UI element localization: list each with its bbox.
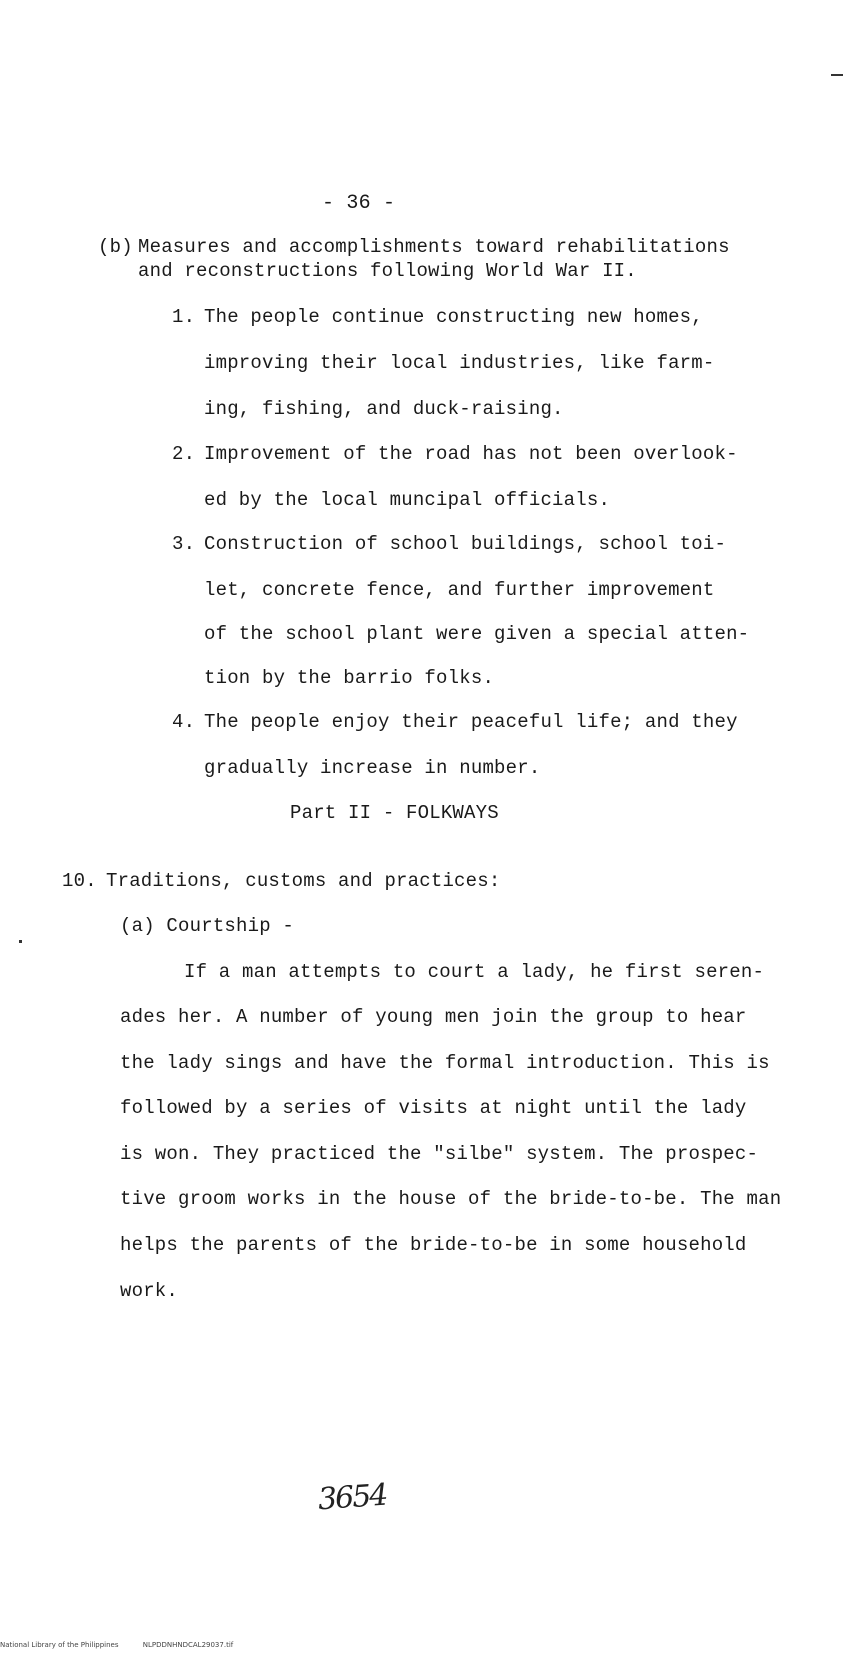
item-4-line-2: gradually increase in number. [204, 757, 541, 779]
handwritten-number: 3654 [316, 1477, 388, 1518]
part-heading: Part II - FOLKWAYS [290, 802, 499, 824]
item-3-line-1: Construction of school buildings, school toi- [204, 533, 727, 555]
section-b-line-1: Measures and accomplishments toward rehabilitations [138, 236, 730, 258]
paragraph-line: followed by a series of visits at night until the lady [120, 1097, 747, 1119]
subsection-a-heading: (a) Courtship - [120, 915, 295, 937]
item-1-number: 1. [172, 306, 196, 328]
item-1-line-3: ing, fishing, and duck-raising. [204, 398, 564, 420]
section-10-number: 10. [62, 870, 97, 892]
paragraph-line: is won. They practiced the "silbe" system. The prospec- [120, 1143, 759, 1165]
footer-filename: NLPDDNHNDCAL29037.tif [142, 1641, 234, 1649]
item-3-number: 3. [172, 533, 196, 555]
paragraph-line: helps the parents of the bride-to-be in some household [120, 1234, 747, 1256]
paragraph-line: If a man attempts to court a lady, he first seren- [184, 961, 765, 983]
scan-speck [19, 940, 22, 943]
item-2-number: 2. [172, 443, 196, 465]
paragraph-line: tive groom works in the house of the bride-to-be. The man [120, 1188, 782, 1210]
item-3-line-4: tion by the barrio folks. [204, 667, 495, 689]
section-10-title: Traditions, customs and practices: [106, 870, 501, 892]
paragraph-line: work. [120, 1280, 179, 1302]
item-3-line-2: let, concrete fence, and further improvement [204, 579, 715, 601]
scan-mark [831, 74, 843, 76]
item-4-line-1: The people enjoy their peaceful life; and they [204, 711, 738, 733]
item-4-number: 4. [172, 711, 196, 733]
item-1-line-1: The people continue constructing new homes, [204, 306, 703, 328]
section-b-label: (b) [98, 236, 133, 258]
page-number: - 36 - [322, 192, 396, 215]
section-b-line-2: and reconstructions following World War II. [138, 260, 637, 282]
paragraph-line: the lady sings and have the formal introduction. This is [120, 1052, 770, 1074]
footer [0, 1641, 255, 1649]
item-2-line-1: Improvement of the road has not been overlook- [204, 443, 738, 465]
footer-library: National Library of the Philippines [0, 1641, 119, 1649]
item-2-line-2: ed by the local muncipal officials. [204, 489, 611, 511]
item-1-line-2: improving their local industries, like farm- [204, 352, 715, 374]
item-3-line-3: of the school plant were given a special atten- [204, 623, 750, 645]
paragraph-line: ades her. A number of young men join the group to hear [120, 1006, 747, 1028]
